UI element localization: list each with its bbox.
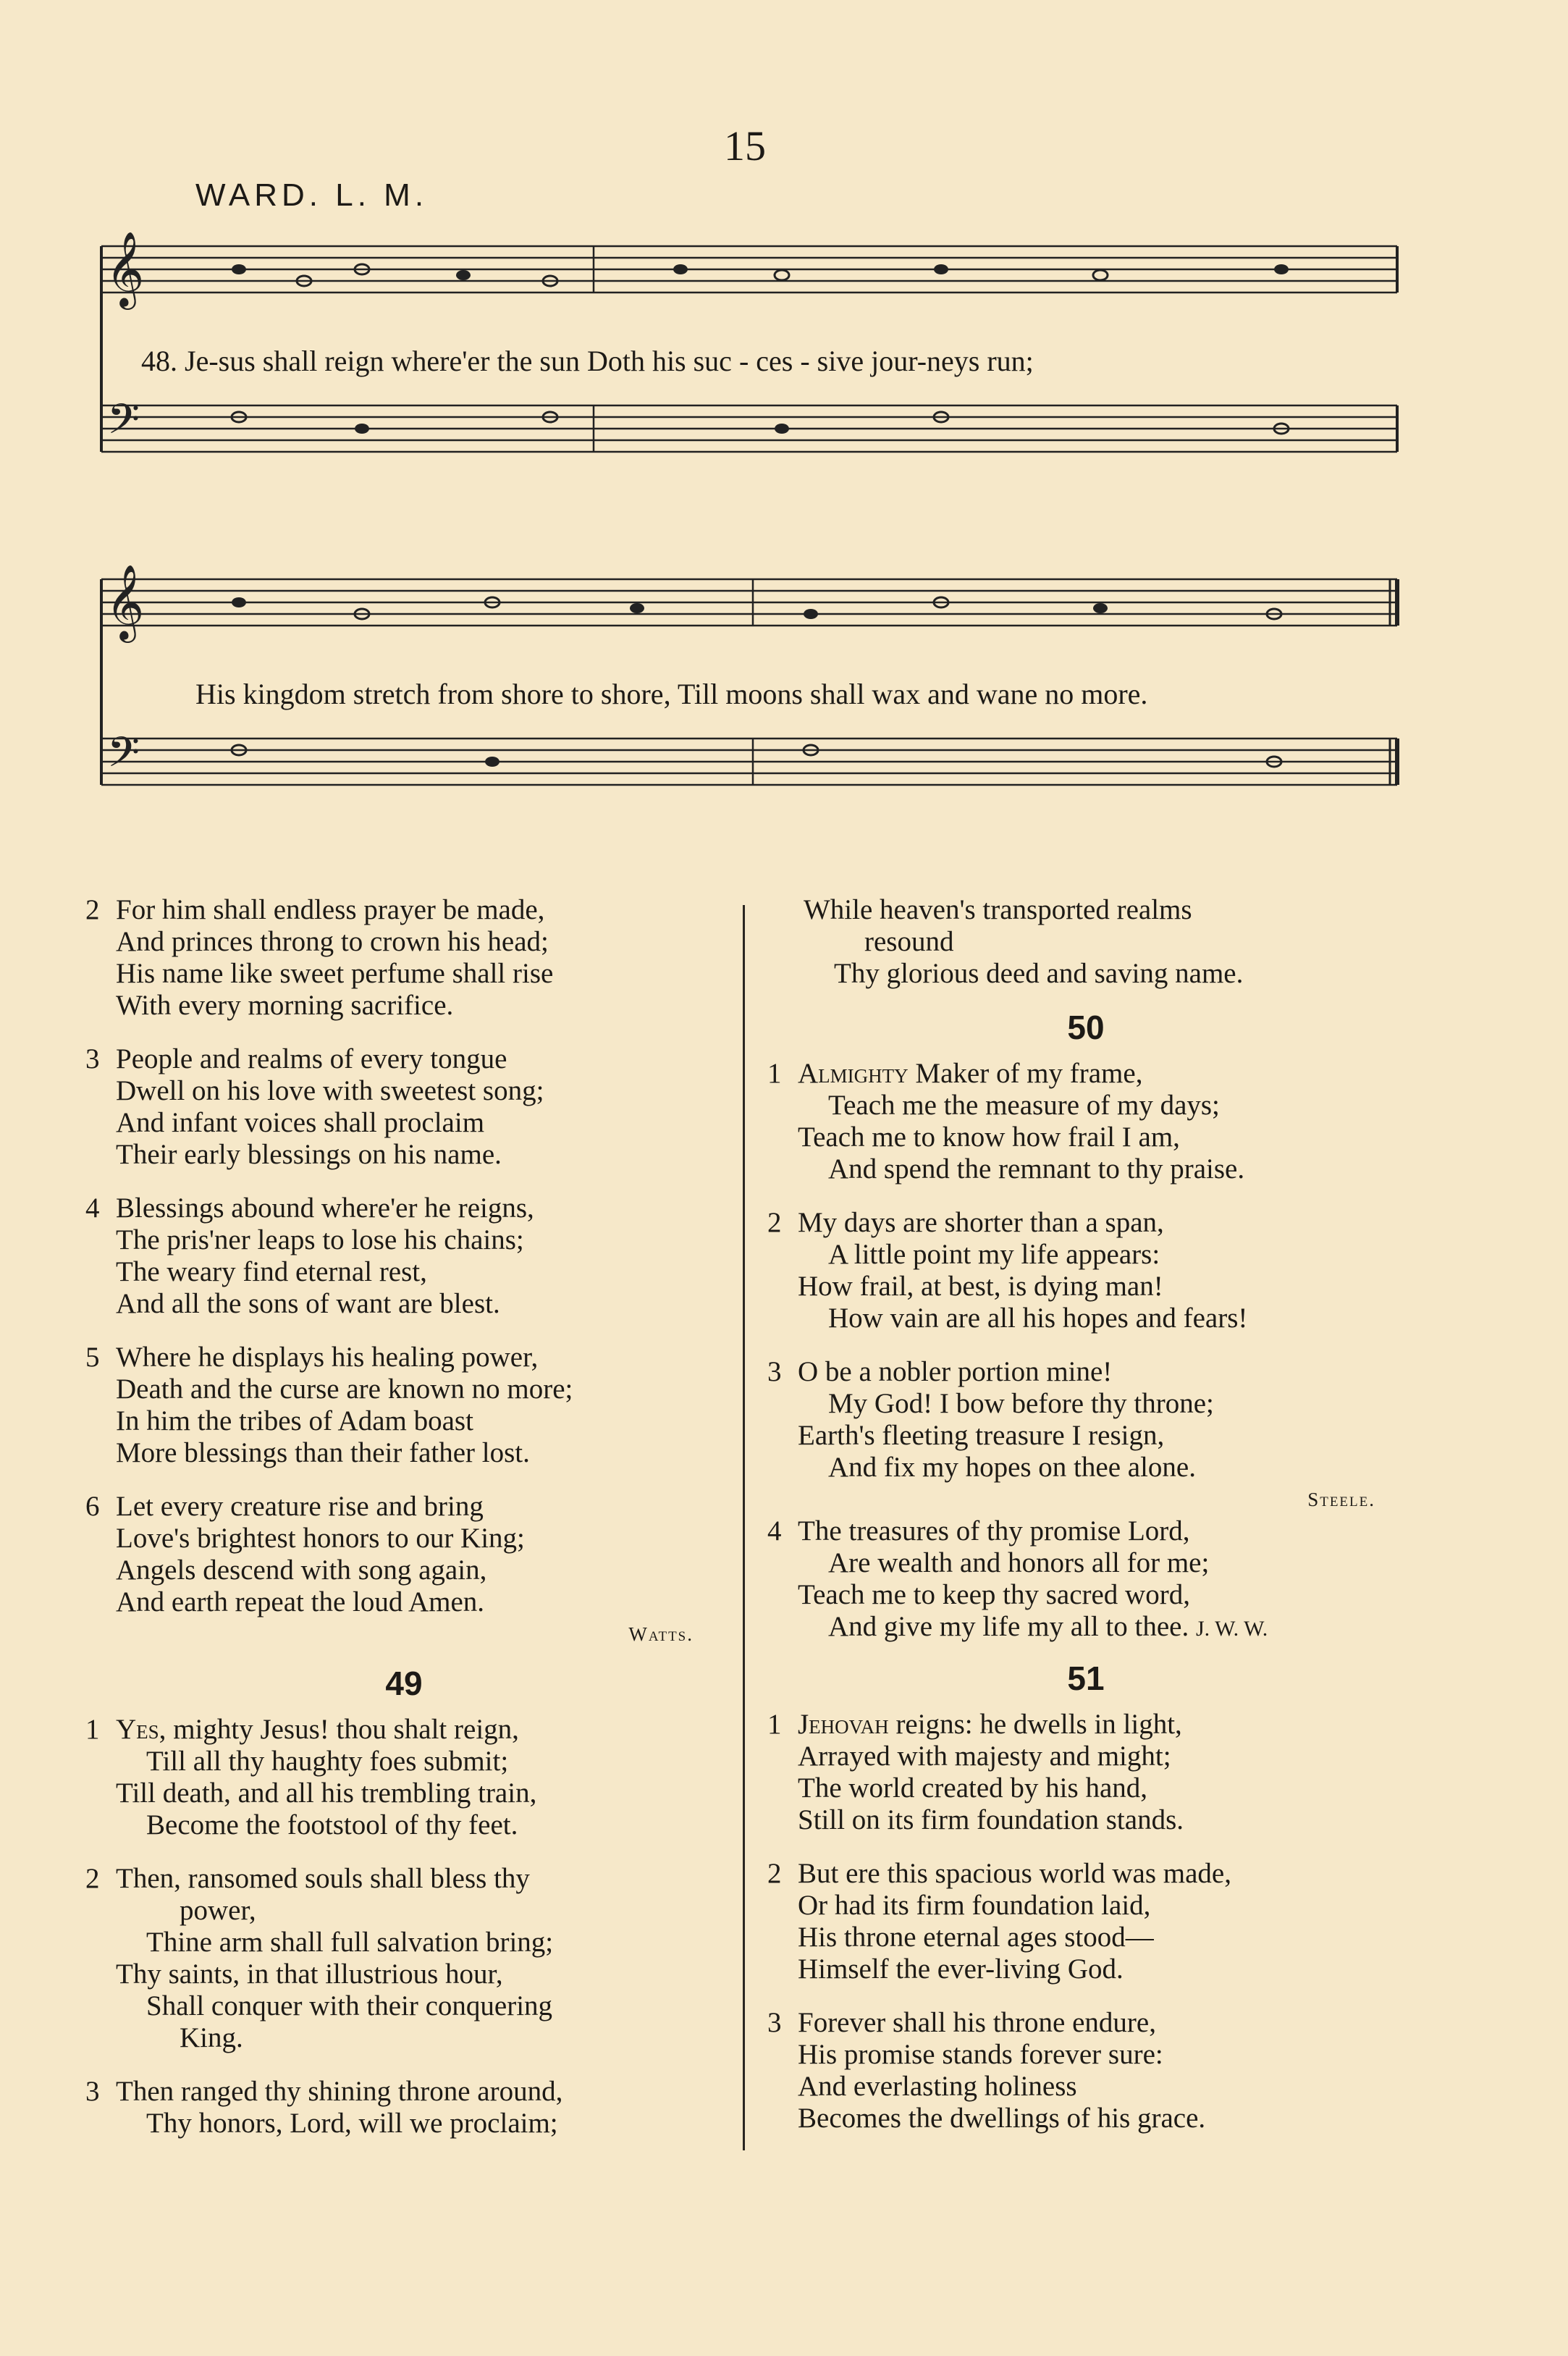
- verse-line: And everlasting holiness: [798, 2071, 1077, 2102]
- verse-line: Angels descend with song again,: [116, 1554, 487, 1586]
- right-column: [767, 894, 1404, 2156]
- verse-line: Love's brightest honors to our King;: [116, 1523, 525, 1554]
- verse-line: power,: [180, 1895, 256, 1926]
- verse-line: Still on its firm foundation stands.: [798, 1804, 1184, 1835]
- verse-line: But ere this spacious world was made,: [798, 1858, 1231, 1889]
- hymn-number-48: 48.: [141, 345, 177, 377]
- verse-line: Arrayed with majesty and might;: [798, 1741, 1171, 1772]
- verse-line: And earth repeat the loud Amen.: [116, 1586, 484, 1617]
- verse-line: People and realms of every tongue: [116, 1043, 507, 1074]
- hymn48-verse-2: [85, 894, 722, 1022]
- hymn49-verse-1: [85, 1714, 722, 1841]
- lyric-line-1: Je-sus shall reign where'er the sun Doth his suc - ces - sive jour-neys run;: [185, 345, 1034, 377]
- verse-line: Are wealth and honors all for me;: [828, 1547, 1210, 1578]
- column-divider: [743, 905, 745, 2150]
- hymn51-verse-1: [767, 1709, 1404, 1836]
- verse-line: Teach me the measure of my days;: [828, 1090, 1220, 1121]
- verse-line: And give my life my all to thee.: [828, 1611, 1189, 1642]
- hymn50-verse-3: [767, 1356, 1404, 1484]
- verse-line: More blessings than their father lost.: [116, 1437, 530, 1468]
- hymn48-verse-3: [85, 1043, 722, 1171]
- music-system-1: [87, 224, 1404, 514]
- verse-line: Then ranged thy shining throne around,: [116, 2076, 563, 2107]
- verse-line: Teach me to keep thy sacred word,: [798, 1579, 1190, 1610]
- verse-line: For him shall endless prayer be made,: [116, 894, 545, 925]
- author-credit: J. W. W.: [1195, 1617, 1268, 1641]
- author-credit: Watts.: [628, 1623, 694, 1645]
- verse-number: 2: [767, 1858, 782, 1889]
- verse-line: His promise stands forever sure:: [798, 2039, 1163, 2070]
- hymn51-verse-3: [767, 2007, 1404, 2134]
- verse-line: Thy glorious deed and saving name.: [834, 958, 1244, 989]
- hymn48-verse-6: [85, 1491, 722, 1618]
- verse-line: How vain are all his hopes and fears!: [828, 1303, 1248, 1334]
- verse-line: Where he displays his healing power,: [116, 1342, 539, 1373]
- verse-line: Forever shall his throne endure,: [798, 2007, 1156, 2038]
- verse-line: Blessings abound where'er he reigns,: [116, 1192, 534, 1224]
- verse-line: Let every creature rise and bring: [116, 1491, 484, 1522]
- verse-line: Becomes the dwellings of his grace.: [798, 2103, 1206, 2134]
- verse-line: My days are shorter than a span,: [798, 1207, 1164, 1238]
- verse-number: 5: [85, 1342, 100, 1373]
- hymn48-verse-4: [85, 1192, 722, 1320]
- verse-line: Become the footstool of thy feet.: [146, 1809, 518, 1840]
- verse-line: And infant voices shall proclaim: [116, 1107, 485, 1138]
- verse-line: mighty Jesus! thou shalt reign,: [166, 1714, 519, 1745]
- verse-line: Thine arm shall full salvation bring;: [146, 1927, 554, 1958]
- verse-line: The pris'ner leaps to lose his chains;: [116, 1224, 524, 1255]
- verse-number: 2: [85, 894, 100, 925]
- hymn-number-51: 51: [1067, 1659, 1105, 1697]
- verse-line: In him the tribes of Adam boast: [116, 1405, 473, 1436]
- verse-line: O be a nobler portion mine!: [798, 1356, 1113, 1387]
- hymn48-verse-5: [85, 1342, 722, 1469]
- verse-first-word: Yes,: [116, 1714, 167, 1745]
- verse-line: Thy honors, Lord, will we proclaim;: [146, 2108, 558, 2139]
- svg-text:𝄢: 𝄢: [107, 397, 140, 453]
- page-number: 15: [724, 122, 766, 169]
- lyric-line-2: His kingdom stretch from shore to shore, Till moons shall wax and wane no more.: [195, 678, 1148, 710]
- verse-line: While heaven's transported realms: [804, 894, 1192, 925]
- verse-line: Till all thy haughty foes submit;: [146, 1746, 509, 1777]
- verse-line: Death and the curse are known no more;: [116, 1373, 573, 1405]
- verse-first-word: Almighty: [798, 1058, 909, 1089]
- verse-line: Shall conquer with their conquering: [146, 1990, 553, 2021]
- music-system-2: [87, 558, 1404, 847]
- hymn50-verse-1: [767, 1058, 1404, 1185]
- verse-line: reigns: he dwells in light,: [888, 1709, 1182, 1740]
- verse-line: Teach me to know how frail I am,: [798, 1122, 1180, 1153]
- hymn49-verse-2: [85, 1863, 722, 2054]
- verse-line: Himself the ever-living God.: [798, 1953, 1124, 1985]
- verse-first-word: Jehovah: [798, 1709, 889, 1740]
- verse-number: 1: [767, 1709, 782, 1740]
- verse-line: The weary find eternal rest,: [116, 1256, 427, 1287]
- hymn50-verse-2: [767, 1207, 1404, 1334]
- verse-line: His name like sweet perfume shall rise: [116, 958, 554, 989]
- verse-line: How frail, at best, is dying man!: [798, 1271, 1163, 1302]
- author-credit: Steele.: [1307, 1489, 1375, 1510]
- verse-line: Thy saints, in that illustrious hour,: [116, 1959, 503, 1990]
- verse-line: Earth's fleeting treasure I resign,: [798, 1420, 1165, 1451]
- verse-number: 1: [85, 1714, 100, 1745]
- hymn49-verse-3: [85, 2076, 722, 2140]
- hymn49-verse-3-continued: [767, 894, 1404, 990]
- verse-number: 3: [767, 1356, 782, 1387]
- svg-text:𝄞: 𝄞: [106, 567, 145, 639]
- verse-number: 6: [85, 1491, 100, 1522]
- verse-line: Maker of my frame,: [908, 1058, 1143, 1089]
- left-column: [85, 894, 722, 2161]
- verse-number: 1: [767, 1058, 782, 1089]
- hymn-number-49: 49: [385, 1665, 423, 1702]
- verse-line: King.: [180, 2022, 243, 2053]
- hymn-number-50: 50: [1067, 1009, 1105, 1046]
- verse-line: The world created by his hand,: [798, 1772, 1148, 1804]
- tune-title: WARD. L. M.: [195, 177, 429, 213]
- verse-line: And spend the remnant to thy praise.: [828, 1153, 1245, 1185]
- verse-line: With every morning sacrifice.: [116, 990, 454, 1021]
- verse-line: And princes throng to crown his head;: [116, 926, 549, 957]
- verse-line: resound: [864, 926, 954, 957]
- verse-line: And all the sons of want are blest.: [116, 1288, 500, 1319]
- verse-line: The treasures of thy promise Lord,: [798, 1515, 1190, 1547]
- verse-line: A little point my life appears:: [828, 1239, 1160, 1270]
- verse-number: 4: [767, 1515, 782, 1547]
- hymn50-verse-4: [767, 1515, 1404, 1645]
- svg-text:𝄢: 𝄢: [107, 731, 140, 786]
- verse-line: Till death, and all his trembling train,: [116, 1777, 537, 1809]
- verse-line: Or had its firm foundation laid,: [798, 1890, 1151, 1921]
- verse-line: Dwell on his love with sweetest song;: [116, 1075, 544, 1106]
- verse-number: 3: [767, 2007, 782, 2038]
- verse-number: 2: [85, 1863, 100, 1894]
- verse-number: 2: [767, 1207, 782, 1238]
- verse-line: My God! I bow before thy throne;: [828, 1388, 1214, 1419]
- verse-number: 3: [85, 2076, 100, 2107]
- verse-line: Their early blessings on his name.: [116, 1139, 502, 1170]
- verse-number: 4: [85, 1192, 100, 1224]
- svg-text:𝄞: 𝄞: [106, 234, 145, 306]
- verse-line: Then, ransomed souls shall bless thy: [116, 1863, 530, 1894]
- verse-line: And fix my hopes on thee alone.: [828, 1452, 1196, 1483]
- verse-line: His throne eternal ages stood—: [798, 1922, 1154, 1953]
- hymn51-verse-2: [767, 1858, 1404, 1985]
- verse-number: 3: [85, 1043, 100, 1074]
